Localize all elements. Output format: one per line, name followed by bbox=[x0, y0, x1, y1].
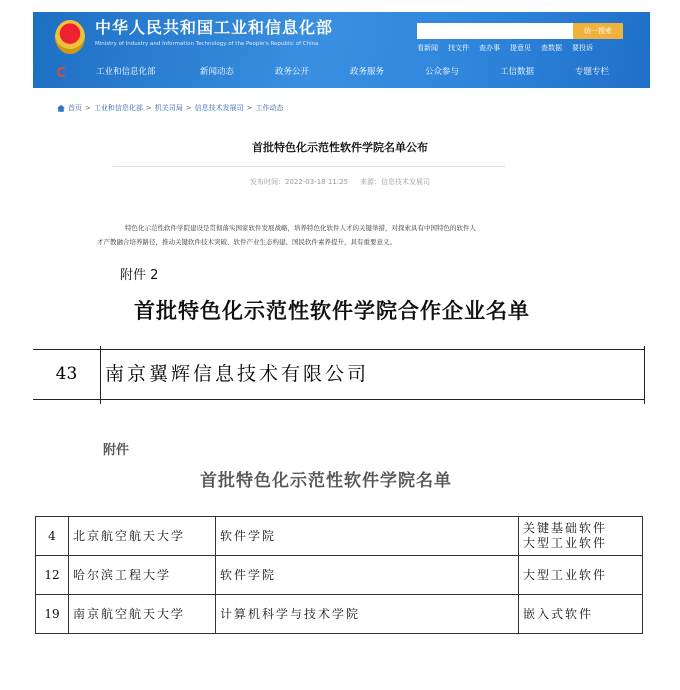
focus: 大型工业软件 bbox=[519, 556, 643, 595]
breadcrumb-item[interactable]: 工作动态 bbox=[255, 104, 284, 112]
focus-item: 大型工业软件 bbox=[523, 536, 608, 550]
college-table bbox=[35, 516, 643, 634]
school: 计算机科学与技术学院 bbox=[216, 595, 519, 634]
focus: 嵌入式软件 bbox=[519, 595, 643, 634]
quick-link[interactable]: 查数据 bbox=[541, 44, 562, 52]
quick-link[interactable]: 要投诉 bbox=[572, 44, 593, 52]
row-number: 12 bbox=[36, 556, 69, 595]
university: 北京航空航天大学 bbox=[69, 517, 216, 556]
attachment-label: 附件 bbox=[103, 443, 130, 458]
site-header bbox=[33, 12, 650, 88]
nav-item[interactable]: 公众参与 bbox=[425, 67, 460, 77]
school: 软件学院 bbox=[216, 517, 519, 556]
breadcrumb-separator: > bbox=[185, 104, 192, 112]
enterprise-row bbox=[33, 349, 645, 400]
table-row bbox=[36, 556, 643, 595]
breadcrumb-separator: > bbox=[246, 104, 253, 112]
row-number: 43 bbox=[55, 364, 78, 384]
main-nav bbox=[33, 62, 650, 82]
table-border bbox=[644, 346, 645, 404]
national-emblem-icon bbox=[55, 20, 85, 54]
quick-link[interactable]: 看新闻 bbox=[417, 44, 438, 52]
nav-item[interactable]: 新闻动态 bbox=[200, 67, 235, 77]
school: 软件学院 bbox=[216, 556, 519, 595]
university: 哈尔滨工程大学 bbox=[69, 556, 216, 595]
table-border bbox=[100, 346, 101, 404]
quick-links bbox=[417, 43, 593, 53]
site-title[interactable]: 中华人民共和国工业和信息化部 bbox=[95, 18, 334, 37]
list-title: 首批特色化示范性软件学院合作企业名单 bbox=[134, 299, 530, 323]
row-number: 19 bbox=[36, 595, 69, 634]
focus-item: 关键基础软件 bbox=[523, 521, 608, 535]
nav-item[interactable]: 政务公开 bbox=[275, 67, 310, 77]
table-row bbox=[36, 517, 643, 556]
search-input[interactable] bbox=[417, 23, 573, 39]
nav-item[interactable]: 工信数据 bbox=[500, 67, 535, 77]
site-subtitle: Ministry of Industry and Information Technology of the People's Republic of China bbox=[95, 41, 319, 47]
divider bbox=[113, 166, 505, 167]
logo-icon[interactable] bbox=[57, 67, 67, 77]
search-button[interactable]: 统一搜索 bbox=[573, 23, 623, 39]
home-icon[interactable] bbox=[57, 105, 65, 112]
table-row bbox=[36, 595, 643, 634]
breadcrumb-separator: > bbox=[85, 104, 91, 112]
quick-link[interactable]: 提意见 bbox=[510, 44, 531, 52]
breadcrumb-item[interactable]: 首页 bbox=[68, 104, 82, 112]
list-title: 首批特色化示范性软件学院名单 bbox=[200, 471, 452, 491]
quick-link[interactable]: 查办事 bbox=[479, 44, 500, 52]
attachment-label: 附件 2 bbox=[120, 268, 159, 283]
breadcrumb bbox=[57, 104, 284, 112]
university: 南京航空航天大学 bbox=[69, 595, 216, 634]
focus bbox=[519, 517, 643, 556]
nav-item[interactable]: 工业和信息化部 bbox=[96, 67, 156, 77]
company-name: 南京翼辉信息技术有限公司 bbox=[105, 363, 370, 385]
breadcrumb-item[interactable]: 信息技术发展司 bbox=[194, 104, 244, 112]
nav-item[interactable]: 政务服务 bbox=[350, 67, 385, 77]
row-number: 4 bbox=[36, 517, 69, 556]
publish-time: 发布时间：2022-03-18 11:25 bbox=[249, 178, 349, 186]
article-title: 首批特色化示范性软件学院名单公布 bbox=[252, 141, 428, 154]
breadcrumb-separator: > bbox=[145, 104, 152, 112]
article-meta bbox=[0, 178, 680, 186]
breadcrumb-item[interactable]: 工业和信息化部 bbox=[93, 104, 143, 112]
article-intro: 特色化示范性软件学院建设是贯彻落实国家软件发展战略，培养特色化软件人才的关键举措，对探索具有中国特色的软件人才产教融合培养路径，推动关键软件技术突破、软件产业生态构建、国民软件素养提升，具有重要意义。 bbox=[97, 224, 476, 246]
nav-item[interactable]: 专题专栏 bbox=[575, 67, 610, 77]
source: 来源：信息技术发展司 bbox=[360, 178, 431, 186]
breadcrumb-item[interactable]: 机关司局 bbox=[154, 104, 183, 112]
quick-link[interactable]: 找文件 bbox=[448, 44, 469, 52]
